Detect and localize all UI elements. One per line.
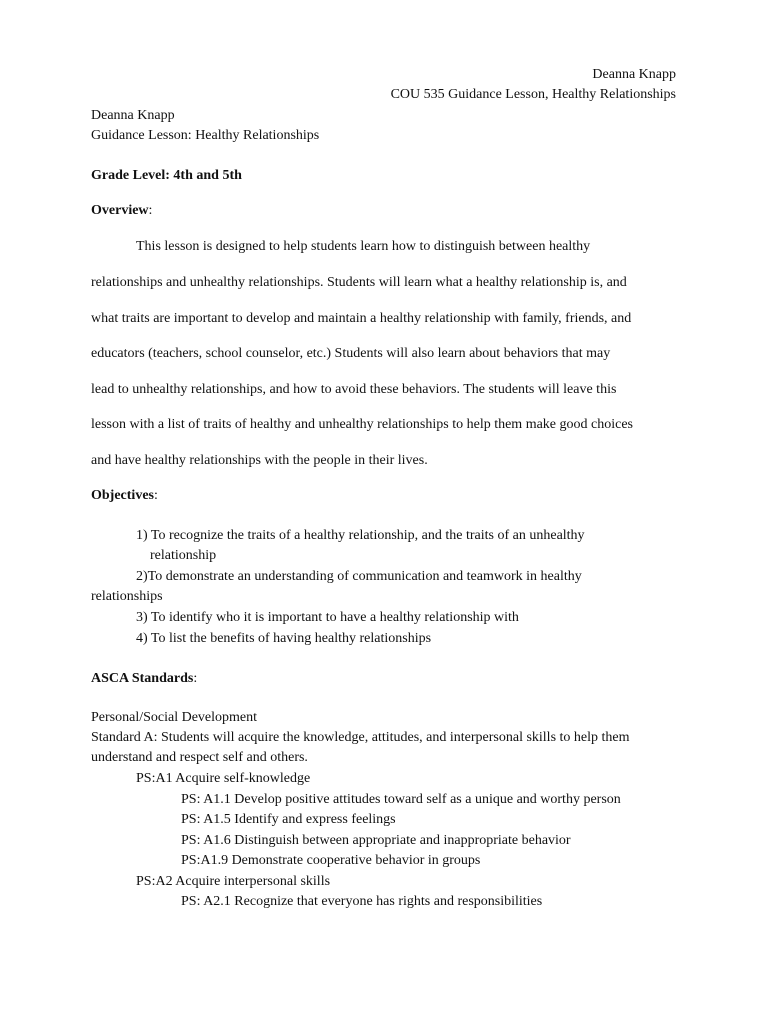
asca-heading-line xyxy=(91,670,197,687)
asca-section: Personal/Social Development xyxy=(91,710,258,725)
intro-name: Deanna Knapp xyxy=(91,108,175,123)
grade-level: Grade Level: 4th and 5th xyxy=(91,168,242,183)
asca-a1-item-4: PS:A1.9 Demonstrate cooperative behavior in groups xyxy=(181,853,481,868)
asca-a2-item-1: PS: A2.1 Recognize that everyone has rights and responsibilities xyxy=(181,894,543,909)
overview-colon: : xyxy=(148,203,153,218)
objective-3: 3) To identify who it is important to have a healthy relationship with xyxy=(136,610,519,625)
asca-a1-item-2: PS: A1.5 Identify and express feelings xyxy=(181,812,396,827)
objectives-heading-line xyxy=(91,487,158,504)
overview-line-4: educators (teachers, school counselor, etc.) Students will also learn about behaviors that may xyxy=(91,346,611,361)
asca-heading: ASCA Standards xyxy=(91,671,194,686)
header-course: COU 535 Guidance Lesson, Healthy Relationships xyxy=(390,87,676,102)
objective-4: 4) To list the benefits of having healthy relationships xyxy=(136,631,432,646)
objective-1-continued: relationship xyxy=(150,548,217,563)
asca-colon: : xyxy=(193,671,198,686)
asca-standard-line-2: understand and respect self and others. xyxy=(91,750,308,765)
objective-2-continued: relationships xyxy=(91,589,163,604)
objective-2: 2)To demonstrate an understanding of communication and teamwork in healthy xyxy=(136,569,582,584)
objectives-colon: : xyxy=(153,488,158,503)
objectives-heading: Objectives xyxy=(91,488,154,503)
overview-heading-line xyxy=(91,202,152,219)
overview-heading: Overview xyxy=(91,203,149,218)
overview-line-6: lesson with a list of traits of healthy and unhealthy relationships to help them make good choices xyxy=(91,417,633,432)
asca-a1-item-1: PS: A1.1 Develop positive attitudes toward self as a unique and worthy person xyxy=(181,792,621,807)
header-author: Deanna Knapp xyxy=(592,67,676,82)
overview-line-3: what traits are important to develop and maintain a healthy relationship with family, friends, and xyxy=(91,311,632,326)
overview-line-1: This lesson is designed to help students learn how to distinguish between healthy xyxy=(136,239,591,254)
overview-line-7: and have healthy relationships with the people in their lives. xyxy=(91,453,428,468)
intro-title: Guidance Lesson: Healthy Relationships xyxy=(91,128,320,143)
asca-standard-line-1: Standard A: Students will acquire the knowledge, attitudes, and interpersonal skills to help them xyxy=(91,730,630,745)
asca-a1-label: PS:A1 Acquire self-knowledge xyxy=(136,771,311,786)
overview-line-5: lead to unhealthy relationships, and how to avoid these behaviors. The students will leave this xyxy=(91,382,617,397)
asca-a2-label: PS:A2 Acquire interpersonal skills xyxy=(136,874,331,889)
asca-a1-item-3: PS: A1.6 Distinguish between appropriate and inappropriate behavior xyxy=(181,833,571,848)
overview-line-2: relationships and unhealthy relationships. Students will learn what a healthy relationship is, and xyxy=(91,275,627,290)
objective-1: 1) To recognize the traits of a healthy relationship, and the traits of an unhealthy xyxy=(136,528,585,543)
